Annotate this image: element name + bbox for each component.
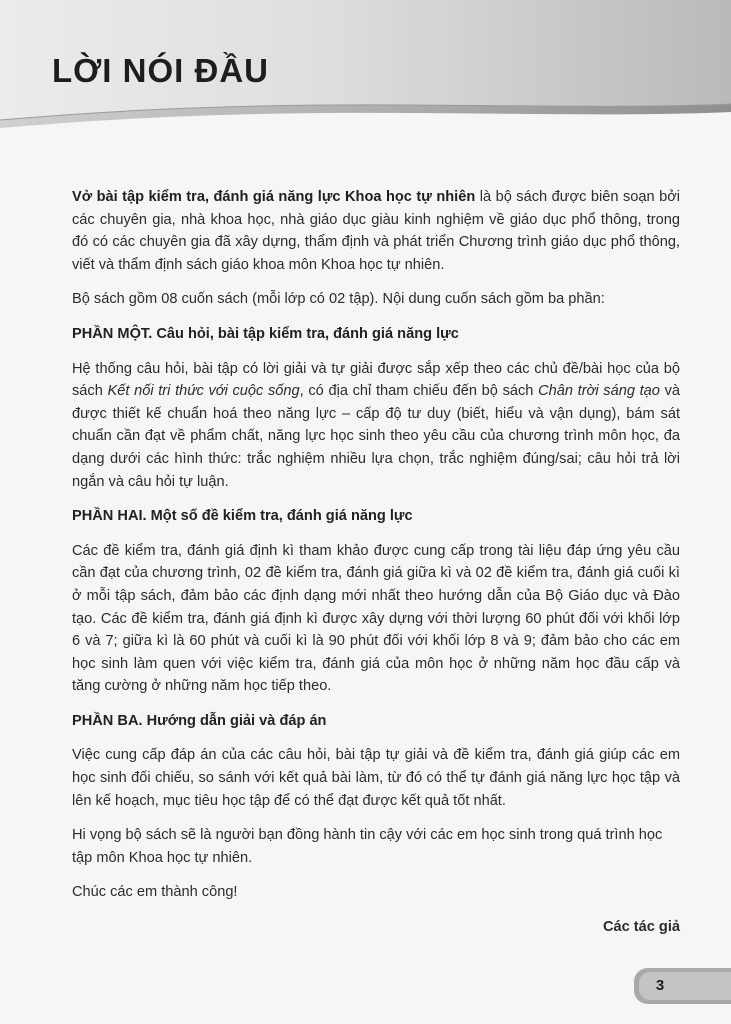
part1-text-a: Hệ thống câu hỏi, bài tập có lời giải và tự giải được sắp xếp theo các chủ đề/bài học của bộ sách <box>72 360 680 400</box>
book-title: Vở bài tập kiểm tra, đánh giá năng lực Khoa học tự nhiên <box>72 189 476 205</box>
intro-text: là bộ sách được biên soạn bởi các chuyên gia, nhà khoa học, nhà giáo dục giàu kinh nghiệm về giáo dục phổ thông, trong đó có các chuyên gia đã xây dựng, thẩm định và phát triển Chương trình giáo dục phổ thông, viết và thẩm định sách giáo khoa môn Khoa học tự nhiên. <box>72 189 681 273</box>
book-series-1: Kết nối tri thức với cuộc sống <box>107 383 300 400</box>
page-title: LỜI NÓI ĐẦU <box>52 52 269 89</box>
overview-paragraph: Bộ sách gồm 08 cuốn sách (mỗi lớp có 02 tập). Nội dung cuốn sách gồm ba phần: <box>72 291 605 308</box>
part1-text-b: , có địa chỉ tham chiếu đến bộ sách <box>299 383 539 400</box>
page-number: 3 <box>655 977 665 994</box>
part3-paragraph: Việc cung cấp đáp án của các câu hỏi, bài tập tự giải và đề kiểm tra, đánh giá giúp các em học sinh đối chiếu, so sánh với kết quả bài làm, từ đó có thể tự đánh giá năng lực học tập và lên kế hoạch, mục tiêu học tập để có thể đạt được kết quả tốt nhất. <box>72 747 680 809</box>
signature: Các tác giả <box>602 919 680 936</box>
wish-paragraph: Chúc các em thành công! <box>72 884 238 901</box>
intro-paragraph <box>72 186 680 276</box>
page-number-tab <box>634 968 731 1004</box>
book-series-2: Chân trời sáng tạo <box>538 383 660 400</box>
part1-text-c: và được thiết kế chuẩn hoá theo năng lực – cấp độ tư duy (biết, hiểu và vận dụng), bám sát chuẩn cần đạt về phẩm chất, năng lực học sinh theo yêu cầu của chương trình môn học, đa dạng dưới các hình thức: trắc nghiệm nhiều lựa chọn, trắc nghiệm đúng/sai; câu hỏi trả lời ngắn và câu hỏi tự luận. <box>72 383 680 490</box>
part1-heading: PHẦN MỘT. Câu hỏi, bài tập kiểm tra, đánh giá năng lực <box>72 325 459 342</box>
part2-paragraph: Các đề kiểm tra, đánh giá định kì tham khảo được cung cấp trong tài liệu đáp ứng yêu cầu cần đạt của chương trình, 02 đề kiểm tra, đánh giá giữa kì và 02 đề kiểm tra, đánh giá cuối kì ở mỗi tập sách, đảm bảo các định dạng mới nhất theo hướng dẫn của Bộ Giáo dục và Đào tạo. Các đề kiểm tra, đánh giá định kì được xây dựng với thời lượng 60 phút đối với khối lớp 6 và 7; giữa kì là 60 phút và cuối kì là 90 phút đối với khối lớp 8 và 9; đảm bảo cho các em học sinh làm quen với việc kiểm tra, đánh giá của môn học ở những năm học đầu cấp và tăng cường ở những năm học tiếp theo. <box>72 542 680 695</box>
part3-heading: PHẦN BA. Hướng dẫn giải và đáp án <box>72 712 327 729</box>
preface-body <box>72 186 680 951</box>
part1-paragraph <box>72 358 680 494</box>
page-tab-graphic <box>634 968 731 1004</box>
part2-heading: PHẦN HAI. Một số đề kiểm tra, đánh giá năng lực <box>72 508 413 525</box>
hope-paragraph: Hi vọng bộ sách sẽ là người bạn đồng hành tin cậy với các em học sinh trong quá trình học tập môn Khoa học tự nhiên. <box>72 827 663 866</box>
